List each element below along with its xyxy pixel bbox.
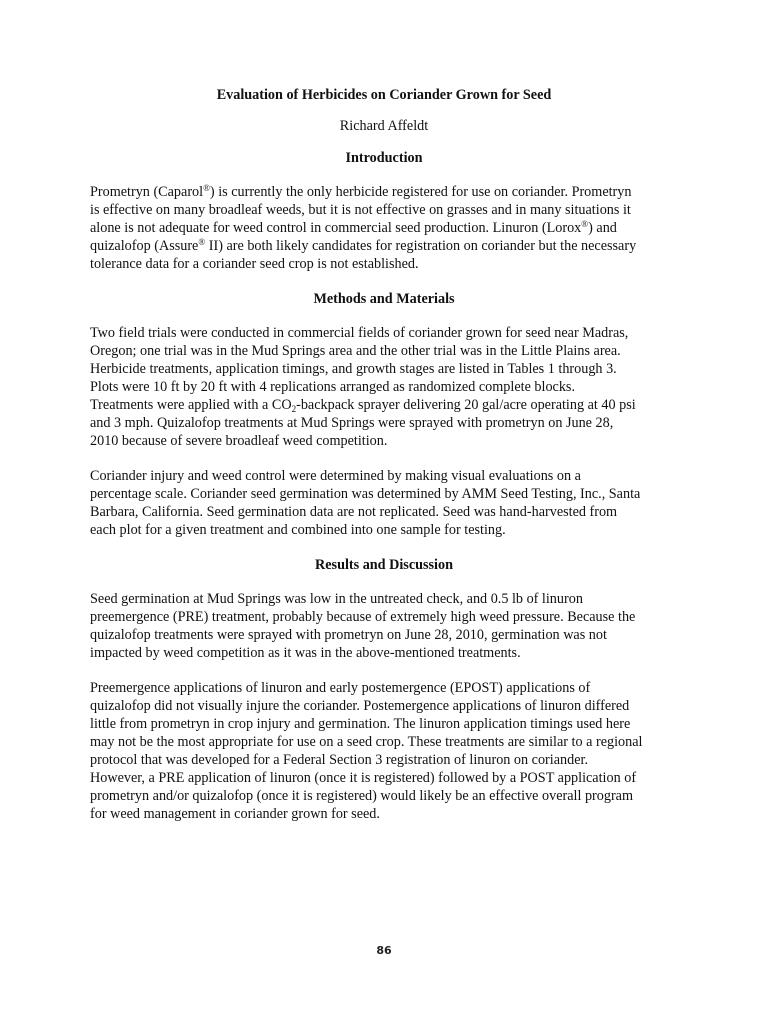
text-line: percentage scale. Coriander seed germination was determined by AMM Seed Testing, Inc., Santa — [90, 486, 641, 502]
text-line: Treatments were applied with a $CO_2$-backpack sprayer delivering 20 gal/acre operating at 40 psi — [90, 397, 636, 414]
text-line: preemergence (PRE) treatment, probably because of extremely high weed pressure. Because the — [90, 609, 636, 625]
introduction-paragraph — [90, 183, 678, 273]
text-line: quizalofop treatments were sprayed with prometryn on June 28, 2010, germination was not — [90, 627, 607, 643]
author-name: Richard Affeldt — [339, 118, 429, 134]
text-line: Herbicide treatments, application timings, and growth stages are listed in Tables 1 through 3. — [90, 361, 617, 377]
subscript-2: 2 — [291, 404, 297, 414]
text-line: little from prometryn in crop injury and germination. The linuron application timings used here — [90, 716, 631, 732]
text-line: 2010 because of severe broadleaf weed competition. — [90, 433, 388, 449]
text-line: Barbara, California. Seed germination data are not replicated. Seed was hand-harvested from — [90, 504, 618, 520]
text-line: Plots were 10 ft by 20 ft with 4 replications arranged as randomized complete blocks. — [90, 379, 576, 395]
text-line: protocol that was developed for a Federal Section 3 registration of linuron on coriander. — [90, 752, 588, 768]
methods-paragraph-1 — [90, 324, 678, 450]
section-heading-results: Results and Discussion — [315, 557, 453, 573]
text-line: and 3 mph. Quizalofop treatments at Mud Springs were sprayed with prometryn on June 28, — [90, 415, 614, 431]
results-paragraph-1 — [90, 590, 678, 662]
text-line: Preemergence applications of linuron and early postemergence (EPOST) applications of — [90, 680, 591, 696]
text-line: quizalofop did not visually injure the coriander. Postemergence applications of linuron differed — [90, 698, 630, 714]
text-line: may not be the most appropriate for use on a seed crop. These treatments are similar to a regional — [90, 734, 643, 750]
text-line: Seed germination at Mud Springs was low in the untreated check, and 0.5 lb of linuron — [90, 591, 583, 607]
registered-mark: ® — [203, 183, 210, 193]
text-line: is effective on many broadleaf weeds, but it is not effective on grasses and in many situations it — [90, 202, 631, 218]
registered-mark: ® — [198, 237, 206, 247]
text-line: However, a PRE application of linuron (once it is registered) followed by a POST application of — [90, 770, 637, 786]
text-line: for weed management in coriander grown for seed. — [90, 806, 380, 822]
text-line: each plot for a given treatment and combined into one sample for testing. — [90, 522, 506, 538]
text-line: Coriander injury and weed control were determined by making visual evaluations on a — [90, 468, 581, 484]
text-line: impacted by weed competition as it was in the above-mentioned treatments. — [90, 645, 521, 661]
text-line: Oregon; one trial was in the Mud Springs area and the other trial was in the Little Plains area. — [90, 343, 621, 359]
section-heading-introduction: Introduction — [345, 150, 423, 166]
methods-paragraph-2 — [90, 467, 678, 539]
text-line: alone is not adequate for weed control in commercial seed production. Linuron (Lorox®) and — [90, 219, 617, 236]
text-line: prometryn and/or quizalofop (once it is registered) would likely be an effective overall program — [90, 788, 634, 804]
registered-mark: ® — [581, 219, 589, 229]
text-line: tolerance data for a coriander seed crop is not established. — [90, 256, 419, 272]
text-line: quizalofop (Assure® II) are both likely candidates for registration on coriander but the necessary — [90, 237, 637, 254]
page-number: 86 — [376, 944, 392, 957]
text-line: Two field trials were conducted in commercial fields of coriander grown for seed near Madras, — [90, 325, 629, 341]
document-title: Evaluation of Herbicides on Coriander Grown for Seed — [216, 87, 552, 103]
section-heading-methods: Methods and Materials — [313, 291, 455, 307]
text-line: Prometryn (Caparol®) is currently the only herbicide registered for use on coriander. Prometryn — [90, 183, 632, 200]
results-paragraph-2 — [90, 679, 678, 823]
document-page — [90, 86, 678, 840]
